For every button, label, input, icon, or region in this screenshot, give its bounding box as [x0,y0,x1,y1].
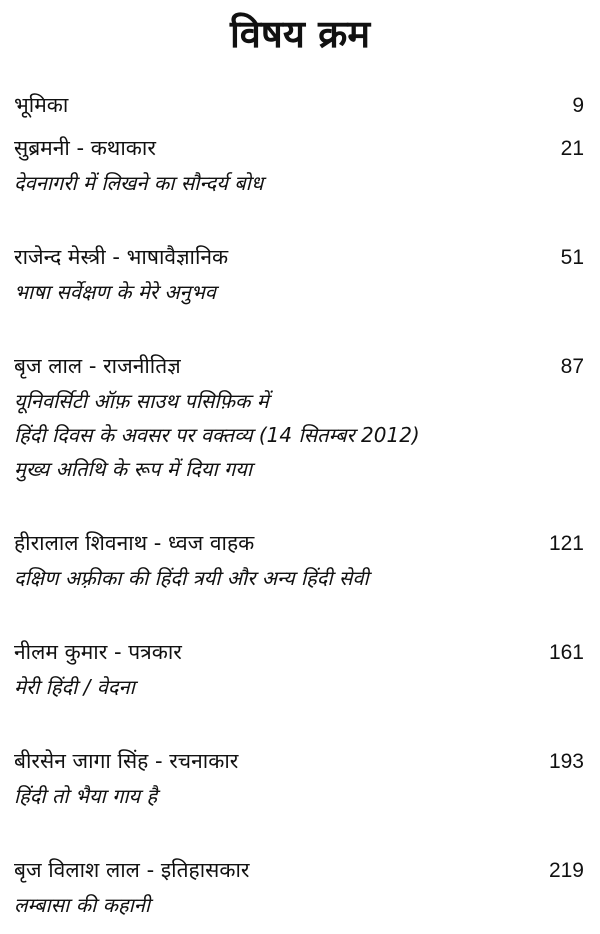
entry-subtitle: भाषा सर्वेक्षण के मेरे अनुभव [14,280,216,304]
page-title: विषय क्रम [229,12,371,56]
entry-page-number: 121 [548,532,584,555]
entry-title: बृज लाल - राजनीतिज्ञ [14,354,181,378]
entry-title: भूमिका [14,93,69,117]
toc-entry [14,744,586,813]
entry-title: सुब्रमनी - कथाकार [14,136,156,160]
toc-entry [14,240,586,309]
toc-entry [14,853,586,922]
toc-entry [14,349,586,486]
entry-subtitle: मेरी हिंदी / वेदना [14,675,135,699]
entry-subtitle: देवनागरी में लिखने का सौन्दर्य बोध [14,171,264,195]
entry-page-number: 161 [548,641,584,664]
toc-entry [14,88,586,123]
entry-title: हीरालाल शिवनाथ - ध्वज वाहक [14,531,255,555]
entry-title: नीलम कुमार - पत्रकार [14,640,182,664]
entry-page-number: 87 [560,355,584,378]
entry-title: राजेन्द मेस्त्री - भाषावैज्ञानिक [14,245,229,269]
entry-subtitle: यूनिवर्सिटी ऑफ़ साउथ पसिफ़िक में [14,389,269,413]
entry-subtitle: दक्षिण अफ़्रीका की हिंदी त्रयी और अन्य हिंदी सेवी [14,566,369,590]
entry-title: बीरसेन जागा सिंह - रचनाकार [14,749,239,773]
entry-subtitle: हिंदी दिवस के अवसर पर वक्तव्य (14 सितम्बर 2012) [14,423,420,447]
toc-entry [14,635,586,704]
entry-title: बृज विलाश लाल - इतिहासकार [14,858,250,882]
entry-subtitle: हिंदी तो भैया गाय है [14,784,158,808]
entry-page-number: 21 [560,137,584,160]
entry-page-number: 51 [560,246,584,269]
entry-subtitle: लम्बासा की कहानी [14,893,151,917]
entry-subtitle: मुख्य अतिथि के रूप में दिया गया [14,457,253,481]
table-of-contents [14,88,586,922]
toc-entry [14,131,586,200]
entry-page-number: 219 [548,859,584,882]
entry-page-number: 9 [572,94,584,117]
toc-entry [14,526,586,595]
entry-page-number: 193 [548,750,584,773]
